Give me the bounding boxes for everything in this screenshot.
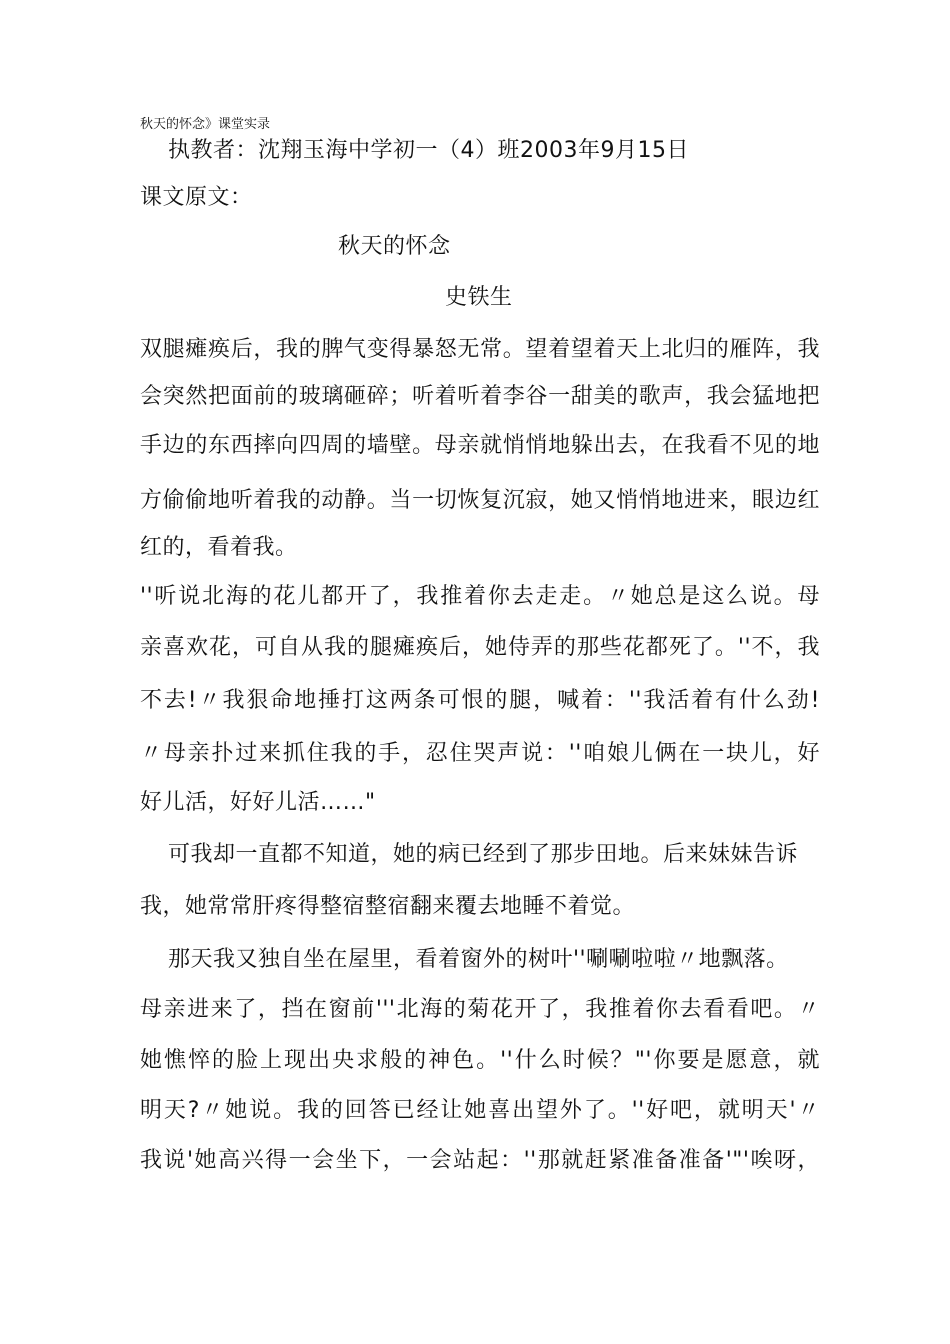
paragraph-1-line-3: 手边的东西摔向四周的墙壁。母亲就悄悄地躲出去，在我看不见的地 <box>140 433 820 458</box>
article-title: 秋天的怀念 <box>338 234 451 259</box>
paragraph-1-line-1: 双腿瘫痪后，我的脾气变得暴怒无常。望着望着天上北归的雁阵，我 <box>140 337 820 362</box>
paragraph-4-line-5: 我说'她高兴得一会坐下，一会站起：''那就赶紧准备准备'"'唉呀， <box>140 1148 820 1173</box>
paragraph-4-line-1: 那天我又独自坐在屋里，看着窗外的树叶''唰唰啦啦〃地飘落。 <box>168 947 789 972</box>
paragraph-4-line-4: 明天?〃她说。我的回答已经让她喜出望外了。''好吧，就明天'〃 <box>140 1098 820 1123</box>
paragraph-2-line-1: ''听说北海的花儿都开了，我推着你去走走。〃她总是这么说。母 <box>140 584 820 609</box>
paragraph-4-line-3: 她憔悴的脸上现出央求般的神色。''什么时候？"'你要是愿意，就 <box>140 1048 820 1073</box>
section-label: 课文原文： <box>140 185 253 210</box>
paragraph-3-line-2: 我，她常常肝疼得整宿整宿翻来覆去地睡不着觉。 <box>140 894 636 919</box>
teacher-line: 执教者：沈翔玉海中学初一（4）班2003年9月15日 <box>168 138 689 163</box>
article-author: 史铁生 <box>445 285 513 310</box>
paragraph-2-line-5: 好儿活，好好儿活……" <box>140 790 376 815</box>
paragraph-4-line-2: 母亲进来了，挡在窗前'''北海的菊花开了，我推着你去看看吧。〃 <box>140 997 820 1022</box>
paragraph-1-line-2: 会突然把面前的玻璃砸碎；听着听着李谷一甜美的歌声，我会猛地把 <box>140 384 820 409</box>
breadcrumb: 秋天的怀念》课堂实录 <box>140 117 271 132</box>
paragraph-3-line-1: 可我却一直都不知道，她的病已经到了那步田地。后来妹妹告诉 <box>168 842 799 867</box>
paragraph-2-line-3: 不去!〃我狠命地捶打这两条可恨的腿，喊着：''我活着有什么劲! <box>140 688 820 713</box>
paragraph-2-line-2: 亲喜欢花，可自从我的腿瘫痪后，她侍弄的那些花都死了。''不，我 <box>140 635 820 660</box>
paragraph-2-line-4: 〃母亲扑过来抓住我的手，忍住哭声说：''咱娘儿俩在一块儿，好 <box>140 741 820 766</box>
paragraph-1-line-4: 方偷偷地听着我的动静。当一切恢复沉寂，她又悄悄地进来，眼边红 <box>140 488 820 513</box>
paragraph-1-line-5: 红的，看着我。 <box>140 535 298 560</box>
